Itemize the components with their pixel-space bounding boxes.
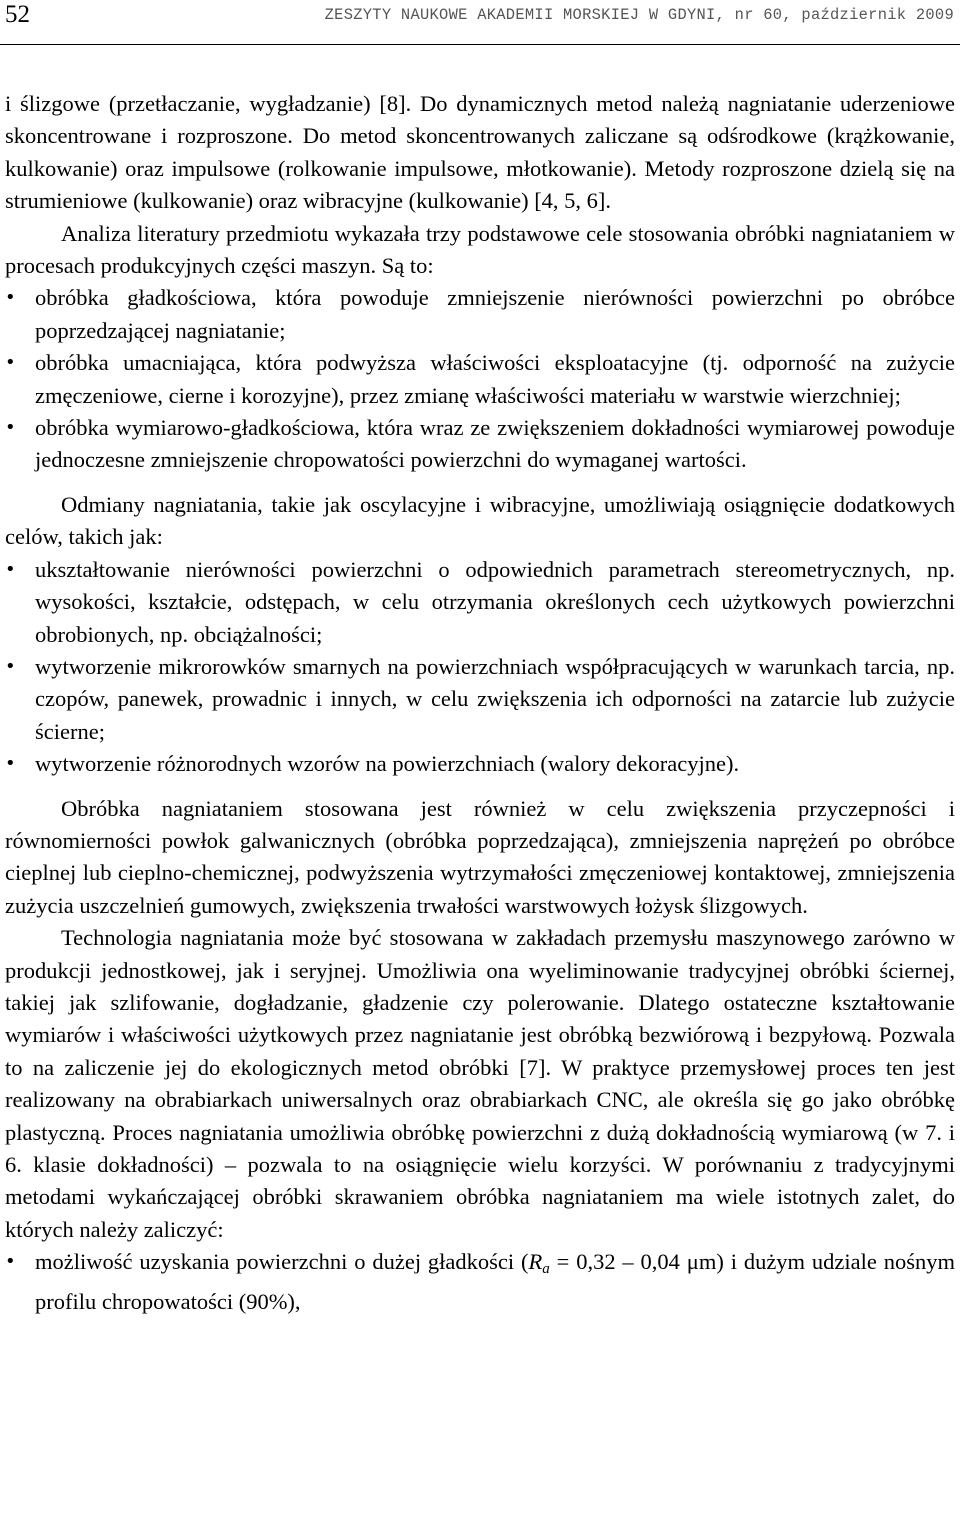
body-text — [5, 88, 955, 1318]
paragraph-3: Odmiany nagniatania, takie jak oscylacyjne i wibracyjne, umożliwiają osiągnięcie dodatkowych celów, takich jak: — [5, 491, 955, 550]
list-item: • wytworzenie mikrorowków smarnych na powierzchniach współpracujących w warunkach tarcia, np. czopów, panewek, prowadnic i innych, w celu zwiększenia ich odporności na zatarcie lub zużycie ścierne; — [5, 651, 955, 748]
list-item — [5, 1246, 955, 1318]
list-item: • wytworzenie różnorodnych wzorów na powierzchniach (walory dekoracyjne). — [5, 748, 955, 780]
paragraph-2: Analiza literatury przedmiotu wykazała trzy podstawowe cele stosowania obróbki nagniataniem w procesach produkcyjnych części maszyn. Są to: — [5, 220, 955, 279]
list-item: • ukształtowanie nierówności powierzchni o odpowiednich parametrach stereometrycznych, np. wysokości, kształcie, odstępach, w celu otrzymania określonych cech użytkowych powierzchni obrobionych, np. obciążalności; — [5, 554, 955, 651]
formula-value: = 0,32 – 0,04 μm) — [549, 1249, 724, 1275]
paragraph-5: Technologia nagniatania może być stosowana w zakładach przemysłu maszynowego zarówno w produkcji jednostkowej, jak i seryjnej. Umożliwia ona wyeliminowanie tradycyjnej obróbki ściernej, takiej jak szlifowanie, dogładzanie, gładzenie czy polerowanie. Dlatego ostateczne kształtowanie wymiarów i właściwości użytkowych przez nagniatanie jest obróbką bezwiórową i bezpyłową. Pozwala to na zaliczenie jej do ekologicznych metod obróbki [7]. W praktyce przemysłowej proces ten jest realizowany na obrabiarkach uniwersalnych oraz obrabiarkach CNC, ale określa się go jako obróbkę plastyczną. Proces nagniatania umożliwia obróbkę powierzchni z dużą dokładnością wymiarową (w 7. i 6. klasie dokładności) – pozwala to na osiągnięcie wielu korzyści. W porównaniu z tradycyjnymi metodami wykańczającej obróbki skrawaniem obróbka nagniataniem ma wiele istotnych zalet, do których należy zaliczyć: — [5, 925, 955, 1242]
roughness-formula — [528, 1249, 724, 1278]
formula-subscript: a — [542, 1261, 550, 1278]
formula-variable: R — [528, 1249, 543, 1275]
list-item-text-cont: i dużym udziale nośnym profilu chropowatości (90%), — [35, 1249, 955, 1314]
paragraph-4: Obróbka nagniataniem stosowana jest również w celu zwiększenia przyczepności i równomierności powłok galwanicznych (obróbka poprzedzająca), zmniejszenia naprężeń po obróbce cieplnej lub cieplno-chemicznej, podwyższenia wytrzymałości zmęczeniowej kontaktowej, zmniejszenia zużycia uszczelnień gumowych, zwiększenia trwałości warstwowych łożysk ślizgowych. — [5, 795, 955, 918]
list-item: • obróbka gładkościowa, która powoduje zmniejszenie nierówności powierzchni po obróbce poprzedzającej nagniatanie; — [5, 282, 955, 347]
page-header — [0, 0, 960, 45]
list-item-text: możliwość uzyskania powierzchni o dużej gładkości ( — [35, 1249, 529, 1275]
advantages-list — [5, 1246, 955, 1318]
list-item: • obróbka umacniająca, która podwyższa właściwości eksploatacyjne (tj. odporność na zużycie zmęczeniowe, cierne i korozyjne), przez zmianę właściwości materiału w warstwie wierzchniej; — [5, 347, 955, 412]
running-title: ZESZYTY NAUKOWE AKADEMII MORSKIEJ W GDYNI, nr 60, październik 2009 — [324, 6, 954, 24]
paragraph-1: i ślizgowe (przetłaczanie, wygładzanie) [8]. Do dynamicznych metod należą nagniatanie uderzeniowe skoncentrowane i rozproszone. Do metod skoncentrowanych zaliczane są odśrodkowe (krążkowanie, kulkowanie) oraz impulsowe (rolkowanie impulsowe, młotkowanie). Metody rozproszone dzielą się na strumieniowe (kulkowanie) oraz wibracyjne (kulkowanie) [4, 5, 6]. — [5, 91, 955, 214]
goals-list — [5, 282, 955, 476]
list-item: • obróbka wymiarowo-gładkościowa, która wraz ze zwiększeniem dokładności wymiarowej powoduje jednoczesne zmniejszenie chropowatości powierzchni do wymaganej wartości. — [5, 412, 955, 477]
page-number: 52 — [5, 1, 30, 28]
additional-goals-list — [5, 554, 955, 781]
